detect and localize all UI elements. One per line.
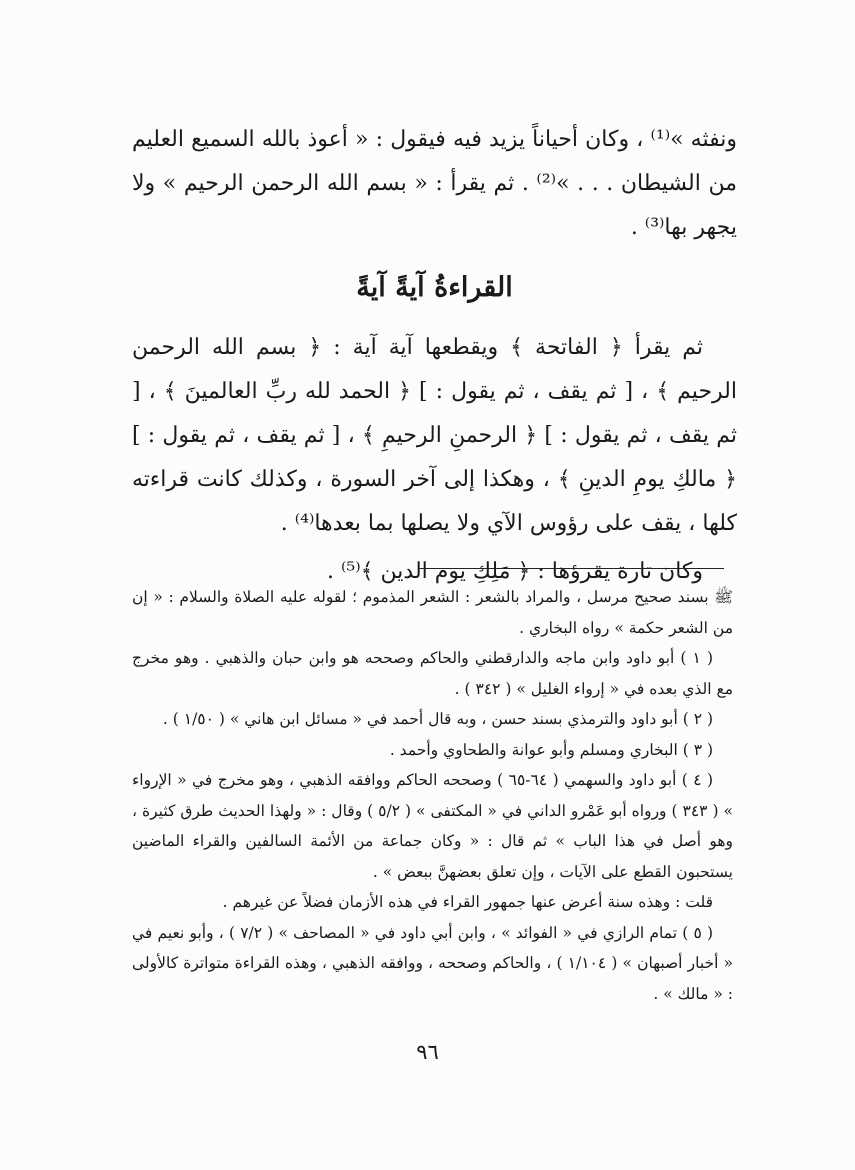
paragraph-malik-reading: وكان تارة يقرؤها : ﴿ مَلِكِ يوم الدين ﴾⁽⁵⁾ . (327, 559, 703, 584)
footnote-5: ( ٥ ) تمام الرازي في « الفوائد » ، وابن أبي داود في « المصاحف » ( ٧/٢ ) ، وأبو نعيم في « أخبار أصبهان » ( ١/١٠٤ ) ، والحاكم وصححه ، ووافقه الذهبي ، وهذه القراءة متواترة كالأولى : « مالك » . (132, 923, 733, 1003)
section-heading: القراءةُ آيةً آيةً (356, 272, 513, 303)
footnote-3: ( ٣ ) البخاري ومسلم وأبو عوانة والطحاوي وأحمد . (389, 740, 713, 759)
footnote-4-comment: قلت : وهذه سنة أعرض عنها جمهور القراء في هذه الأزمان فضلاً عن غيرهم . (222, 893, 713, 911)
footnote-4: ( ٤ ) أبو داود والسهمي ( ٦٤-٦٥ ) وصححه الحاكم ووافقه الذهبي ، وهو مخرج في « الإرواء » ( ٣٤٣ ) ورواه أبو عَمْرو الداني في « المكتفى » ( ٥/٢ ) وقال : « ولهذا الحديث طرق كثيرة ، وهو أصل في هذا الباب » ثم قال : « وكان جماعة من الأئمة السالفين والقراء الماضين يستحبون القطع على الآيات ، وإن تعلق بعضهنَّ ببعض » . (132, 771, 733, 881)
footnote-1: ( ١ ) أبو داود وابن ماجه والدارقطني والحاكم وصححه هو وابن حبان والذهبي . وهو مخرج مع الذي بعده في « إرواء الغليل » ( ٣٤٢ ) . (132, 649, 733, 698)
footnote-separator (418, 568, 724, 569)
paragraph-verse-by-verse: ثم يقرأ ﴿ الفاتحة ﴾ ويقطعها آية آية : ﴿ بسم الله الرحمن الرحيم ﴾ ، [ ثم يقف ، ثم يقول : ] ﴿ الحمد لله ربِّ العالمينَ ﴾ ، [ ثم يقف ، ثم يقول : ] ﴿ الرحمنِ الرحيمِ ﴾ ، [ ثم يقف ، ثم يقول : ] ﴿ مالكِ يومِ الدينِ ﴾ ، وهكذا إلى آخر السورة ، وكذلك كانت قراءته كلها ، يقف على رؤوس الآي ولا يصلها بما بعدها⁽⁴⁾ . (132, 335, 737, 536)
footnote-continued: ﷺ بسند صحيح مرسل ، والمراد بالشعر : الشعر المذموم ؛ لقوله عليه الصلاة والسلام : « إن من الشعر حكمة » رواه البخاري . (132, 588, 733, 637)
footnote-2: ( ٢ ) أبو داود والترمذي بسند حسن ، وبه قال أحمد في « مسائل ابن هاني » ( ١/٥٠ ) . (162, 710, 713, 728)
footnotes (132, 582, 733, 1009)
paragraph-opening: ونفثه »⁽¹⁾ ، وكان أحياناً يزيد فيه فيقول : « أعوذ بالله السميع العليم من الشيطان . . . »⁽²⁾ . ثم يقرأ : « بسم الله الرحمن الرحيم » ولا يجهر بها⁽³⁾ . (132, 127, 738, 240)
page-number: ٩٦ (416, 1040, 439, 1064)
main-text (132, 118, 737, 594)
